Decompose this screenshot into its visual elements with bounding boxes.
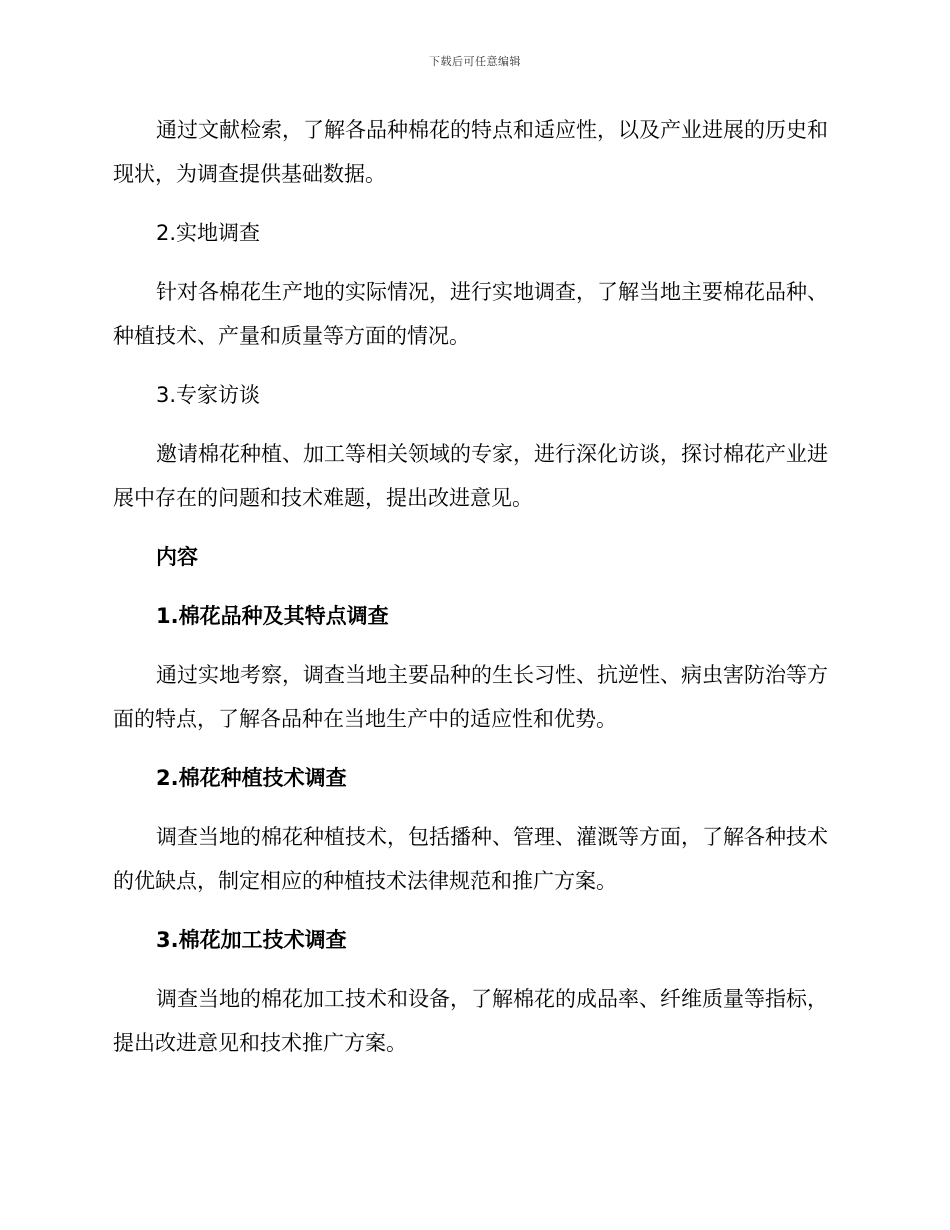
heading-content: 内容 xyxy=(156,545,198,569)
paragraph-literature-review: 通过文献检索，了解各品种棉花的特点和适应性，以及产业进展的历史和现状，为调查提供基础数据。 xyxy=(113,118,828,186)
paragraph-field-survey: 针对各棉花生产地的实际情况，进行实地调查，了解当地主要棉花品种、种植技术、产量和质量等方面的情况。 xyxy=(113,280,828,348)
paragraph-processing-technique: 调查当地的棉花加工技术和设备，了解棉花的成品率、纤维质量等指标，提出改进意见和技术推广方案。 xyxy=(113,987,828,1055)
heading-processing-technique: 3.棉花加工技术调查 xyxy=(156,928,347,952)
paragraph-planting-technique: 调查当地的棉花种植技术，包括播种、管理、灌溉等方面，了解各种技术的优缺点，制定相应的种植技术法律规范和推广方案。 xyxy=(113,825,828,893)
page-header: 下载后可任意编辑 xyxy=(429,55,521,68)
paragraph-expert-interview: 邀请棉花种植、加工等相关领域的专家，进行深化访谈，探讨棉花产业进展中存在的问题和技术难题，提出改进意见。 xyxy=(113,442,828,510)
heading-variety-survey: 1.棉花品种及其特点调查 xyxy=(156,604,389,628)
document-body xyxy=(113,108,838,1065)
heading-field-survey: 2.实地调查 xyxy=(156,221,261,245)
paragraph-variety-survey: 通过实地考察，调查当地主要品种的生长习性、抗逆性、病虫害防治等方面的特点，了解各品种在当地生产中的适应性和优势。 xyxy=(113,663,828,731)
heading-expert-interview: 3.专家访谈 xyxy=(156,383,261,407)
heading-planting-technique: 2.棉花种植技术调查 xyxy=(156,766,347,790)
